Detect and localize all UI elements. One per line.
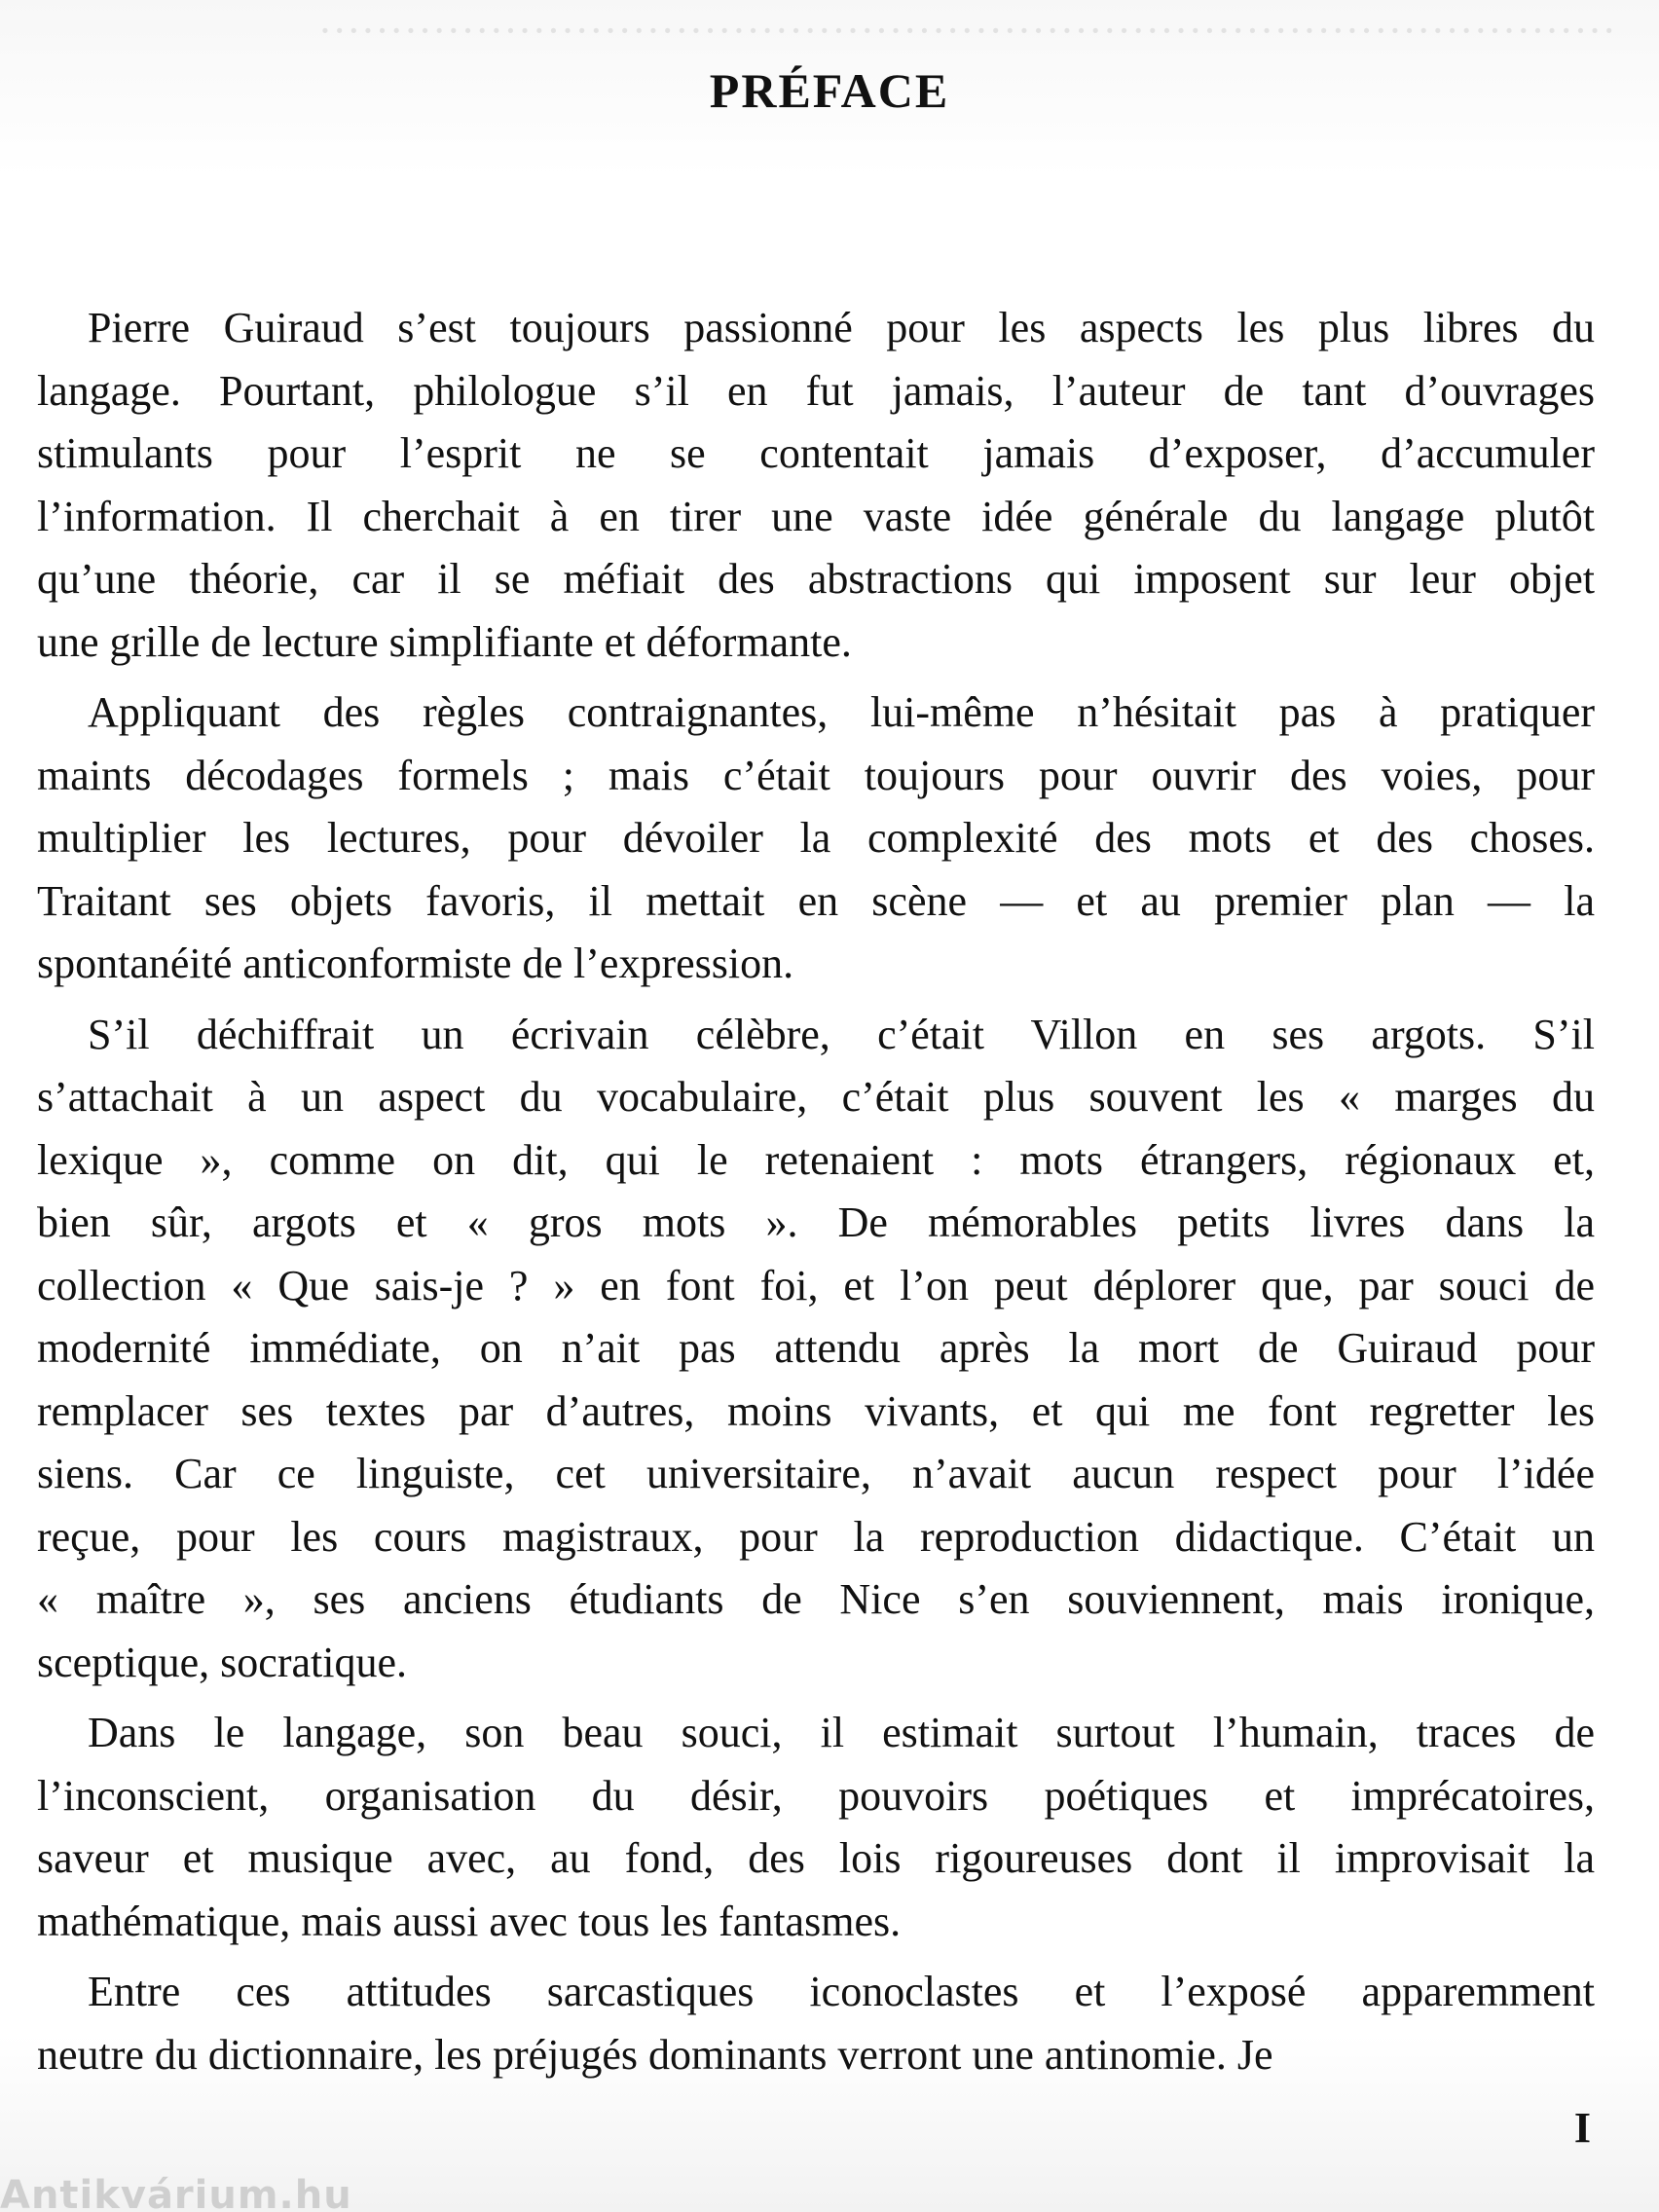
- text-line: l’inconscient, organisation du désir, pouvoirs poétiques et imprécatoires,: [37, 1771, 1595, 1820]
- text-line: Appliquant des règles contraignantes, lui-même n’hésitait pas à pratiquer: [88, 688, 1595, 736]
- text-line: siens. Car ce linguiste, cet universitaire, n’avait aucun respect pour l’idée: [37, 1450, 1595, 1497]
- text-line: maints décodages formels ; mais c’était toujours pour ouvrir des voies, pour: [37, 751, 1595, 799]
- text-line: langage. Pourtant, philologue s’il en fut jamais, l’auteur de tant d’ouvrages: [37, 366, 1595, 415]
- paragraph: [37, 682, 1595, 996]
- text-line: saveur et musique avec, au fond, des lois rigoureuses dont il improvisait la: [37, 1834, 1595, 1882]
- text-line: mathématique, mais aussi avec tous les fantasmes.: [37, 1897, 902, 1945]
- text-line: qu’une théorie, car il se méfiait des abstractions qui imposent sur leur objet: [37, 555, 1595, 603]
- paragraph: [37, 1702, 1595, 1953]
- paragraph: [37, 297, 1595, 674]
- text-line: remplacer ses textes par d’autres, moins vivants, et qui me font regretter les: [37, 1386, 1595, 1435]
- text-line: multiplier les lectures, pour dévoiler la complexité des mots et des choses.: [37, 814, 1595, 862]
- paragraph: [37, 1961, 1595, 2086]
- text-line: Dans le langage, son beau souci, il estimait surtout l’humain, traces de: [88, 1709, 1595, 1756]
- text-line: reçue, pour les cours magistraux, pour la reproduction didactique. C’était un: [37, 1512, 1595, 1561]
- text-line: collection « Que sais-je ? » en font foi, et l’on peut déplorer que, par souci de: [37, 1261, 1595, 1309]
- page-title: PRÉFACE: [709, 63, 950, 118]
- text-line: l’information. Il cherchait à en tirer une vaste idée générale du langage plutôt: [37, 492, 1595, 540]
- text-line: stimulants pour l’esprit ne se contentait jamais d’exposer, d’accumuler: [37, 429, 1595, 477]
- text-line: neutre du dictionnaire, les préjugés dominants verront une antinomie. Je: [37, 2030, 1273, 2079]
- page-number: I: [1573, 2104, 1591, 2152]
- text-line: spontanéité anticonformiste de l’expression.: [37, 940, 794, 987]
- text-line: « maître », ses anciens étudiants de Nice s’en souviennent, mais ironique,: [37, 1575, 1595, 1623]
- text-line: une grille de lecture simplifiante et déformante.: [37, 617, 852, 666]
- text-line: lexique », comme on dit, qui le retenaient : mots étrangers, régionaux et,: [37, 1135, 1595, 1184]
- text-line: bien sûr, argots et « gros mots ». De mémorables petits livres dans la: [37, 1198, 1595, 1246]
- watermark-text: Antikvárium.hu: [0, 2173, 352, 2212]
- text-line: Traitant ses objets favoris, il mettait en scène — et au premier plan — la: [37, 876, 1595, 925]
- paragraph: [37, 1004, 1595, 1695]
- text-line: Pierre Guiraud s’est toujours passionné pour les aspects les plus libres du: [88, 304, 1595, 351]
- preface-body: [37, 297, 1595, 2094]
- show-through-text: ···························································································: [317, 7, 1616, 55]
- text-line: s’attachait à un aspect du vocabulaire, c’était plus souvent les « marges du: [37, 1073, 1595, 1121]
- text-line: Entre ces attitudes sarcastiques iconoclastes et l’exposé apparemment: [88, 1968, 1595, 2015]
- text-line: S’il déchiffrait un écrivain célèbre, c’était Villon en ses argots. S’il: [88, 1010, 1595, 1058]
- text-line: modernité immédiate, on n’ait pas attendu après la mort de Guiraud pour: [37, 1324, 1595, 1372]
- text-line: sceptique, socratique.: [37, 1638, 407, 1686]
